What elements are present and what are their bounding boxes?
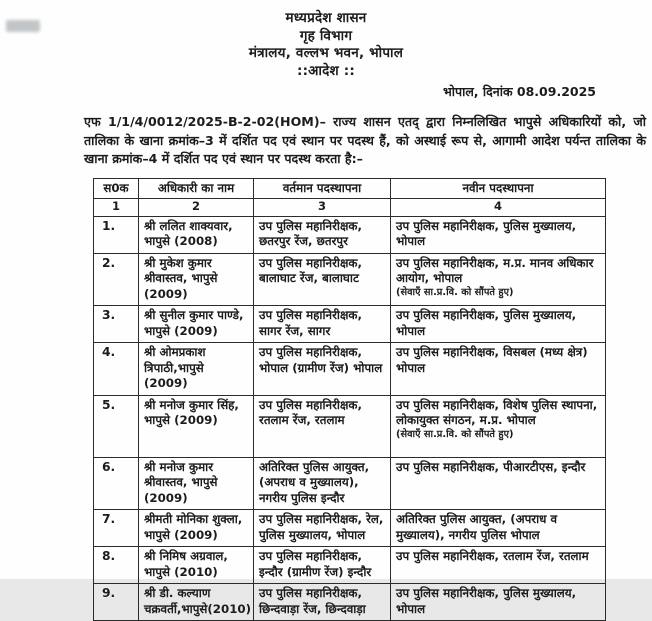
current-posting: उप पुलिस महानिरीक्षक, छिन्दवाड़ा रेंज, छिन्दवाड़ा [254, 584, 391, 621]
transfer-posting-table [93, 178, 606, 621]
new-posting [391, 510, 606, 547]
column-number: 4 [391, 199, 606, 217]
new-posting [391, 343, 606, 396]
scan-artifact [6, 20, 40, 32]
new-posting [391, 306, 606, 343]
header-department-name: गृह विभाग [299, 27, 353, 44]
posting-note: (सेवाएँ सा.प्र.वि. को सौंपते हुए) [396, 428, 514, 440]
officer-name: श्री निमिष अग्रवाल, भापुसे (2010) [139, 547, 254, 584]
row-serial: 3. [94, 306, 139, 343]
header-government-name: मध्यप्रदेश शासन [285, 10, 367, 26]
new-posting-text: उप पुलिस महानिरीक्षक, म.प्र. मानव अधिकार आयोग, भोपाल [396, 255, 594, 286]
officer-name: श्री मनोज कुमार श्रीवास्तव, भापुसे (2009) [139, 457, 254, 510]
table-row [94, 547, 606, 584]
current-posting: उप पुलिस महानिरीक्षक, बालाघाट रेंज, बालाघाट [254, 253, 391, 306]
row-serial: 6. [94, 457, 139, 510]
new-posting-text: उप पुलिस महानिरीक्षक, विशेष पुलिस स्थापना, लोकायुक्त संगठन, म.प्र. भोपाल [396, 397, 598, 428]
column-number: 3 [254, 199, 391, 217]
new-posting-text: उप पुलिस महानिरीक्षक, पुलिस मुख्यालय, भोपाल [396, 308, 577, 338]
current-posting: उप पुलिस महानिरीक्षक, छतरपुर रेंज, छतरपुर [254, 216, 391, 253]
table-header-row [94, 178, 606, 199]
row-serial: 7. [94, 510, 139, 547]
officer-name: श्री ललित शाक्यवार, भापुसे (2008) [139, 216, 254, 253]
header-office-address: मंत्रालय, वल्लभ भवन, भोपाल [248, 45, 404, 61]
officer-name: श्री सुनील कुमार पाण्डे, भापुसे (2009) [139, 306, 254, 343]
new-posting-text: उप पुलिस महानिरीक्षक, रतलाम रेंज, रतलाम [396, 549, 589, 564]
header-officer-name: अधिकारी का नाम [139, 178, 254, 199]
new-posting [391, 216, 606, 253]
new-posting [391, 584, 606, 621]
current-posting: उप पुलिस महानिरीक्षक, रेल, पुलिस मुख्यालय, भोपाल [254, 510, 391, 547]
row-serial: 5. [94, 395, 139, 457]
table-row [94, 306, 606, 343]
row-serial: 8. [94, 547, 139, 584]
new-posting-text: उप पुलिस महानिरीक्षक, विसबल (मध्य क्षेत्र) भोपाल [396, 345, 588, 375]
row-serial: 2. [94, 253, 139, 306]
table-row [94, 253, 606, 306]
order-paragraph [84, 113, 646, 169]
table-row [94, 216, 606, 253]
header-order-title: ::आदेश :: [296, 62, 356, 79]
document-header [0, 0, 652, 80]
new-posting-text: उप पुलिस महानिरीक्षक, पुलिस मुख्यालय, भोपाल [396, 586, 577, 616]
place-and-date: भोपाल, दिनांक 08.09.2025 [442, 84, 596, 99]
table-row [94, 343, 606, 396]
current-posting: अतिरिक्त पुलिस आयुक्त, (अपराध व मुख्यालय), नगरीय पुलिस इन्दौर [254, 457, 391, 510]
header-current-posting: वर्तमान पदस्थापना [254, 178, 391, 199]
new-posting [391, 547, 606, 584]
current-posting: उप पुलिस महानिरीक्षक, सागर रेंज, सागर [254, 306, 391, 343]
current-posting: उप पुलिस महानिरीक्षक, भोपाल (ग्रामीण रेंज) भोपाल [254, 343, 391, 396]
officer-name: श्री मनोज कुमार सिंह, भापुसे (2009) [139, 395, 254, 457]
new-posting [391, 457, 606, 510]
header-new-posting: नवीन पदस्थापना [391, 178, 606, 199]
table-row [94, 510, 606, 547]
new-posting-text: उप पुलिस महानिरीक्षक, पुलिस मुख्यालय, भोपाल [396, 218, 577, 249]
row-serial: 4. [94, 343, 139, 396]
current-posting: उप पुलिस महानिरीक्षक, रतलाम रेंज, रतलाम [254, 395, 391, 457]
posting-note: (सेवाएँ सा.प्र.वि. को सौंपते हुए) [396, 286, 514, 298]
row-serial: 1. [94, 216, 139, 253]
new-posting [391, 395, 606, 457]
new-posting [391, 253, 606, 306]
row-serial: 9. [94, 584, 139, 621]
officer-name: श्री ओमप्रकाश त्रिपाठी,भापुसे (2009) [139, 343, 254, 396]
officer-name: श्री मुकेश कुमार श्रीवास्तव, भापुसे (2009) [139, 253, 254, 306]
header-serial-number: स0क [94, 178, 139, 199]
table-row [94, 584, 606, 621]
table-row [94, 395, 606, 457]
column-number: 1 [94, 199, 139, 217]
order-reference-number: एफ 1/1/4/0012/2025-B-2-02(HOM)– [84, 114, 326, 129]
officer-name: श्रीमती मोनिका शुक्ला, भापुसे (2009) [139, 510, 254, 547]
column-number-row [94, 199, 606, 217]
officer-name: श्री डी. कल्याण चक्रवर्ती,भापुसे(2010) [139, 584, 254, 621]
table-row [94, 457, 606, 510]
order-body-text: राज्य शासन एतद् द्वारा निम्नलिखित भापुसे अधिकारियों को, जो तालिका के खाना क्रमांक–3 में दर्शित पद एवं स्थान पर पदस्थ हैं, को अस्थाई रूप से, आगामी आदेश पर्यन्त तालिका के खाना क्रमांक–4 में दर्शित पद एवं स्थान पर पदस्थ करता है:– [84, 114, 646, 167]
new-posting-text: उप पुलिस महानिरीक्षक, पीआरटीएस, इन्दौर [396, 459, 586, 474]
column-number: 2 [139, 199, 254, 217]
current-posting: उप पुलिस महानिरीक्षक, इन्दौर (ग्रामीण रेंज) इन्दौर [254, 547, 391, 584]
new-posting-text: अतिरिक्त पुलिस आयुक्त, (अपराध व मुख्यालय), नगरीय पुलिस भोपाल [396, 512, 558, 542]
